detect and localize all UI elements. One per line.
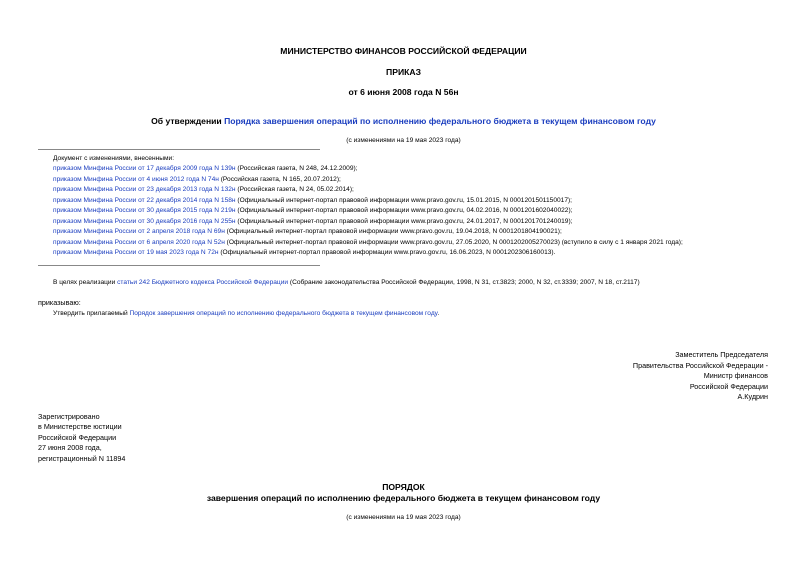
- signature-block: [633, 350, 768, 403]
- change-link[interactable]: приказом Минфина России от 30 декабря 2016 года N 255н: [53, 217, 236, 225]
- change-source: (Официальный интернет-портал правовой информации www.pravo.gov.ru, 19.04.2018, N 0001201804190021);: [224, 228, 562, 235]
- signature-line: Правительства Российской Федерации -: [632, 360, 768, 370]
- preamble-suffix: (Собрание законодательства Российской Федерации, 1998, N 31, ст.3823; 2000, N 32, ст.3339; 2007, N 18, ст.2117): [288, 279, 640, 286]
- document-title-prefix: Об утверждении: [151, 116, 225, 126]
- change-link[interactable]: приказом Минфина России от 19 мая 2023 года N 72н: [53, 249, 219, 256]
- edition-note: (с изменениями на 19 мая 2023 года): [346, 137, 461, 144]
- change-item: [53, 227, 562, 237]
- change-source: (Российская газета, N 165, 20.07.2012);: [218, 175, 341, 183]
- change-source: (Официальный интернет-портал правовой информации www.pravo.gov.ru, 16.06.2023, N 0001202306160013).: [218, 249, 556, 256]
- budget-code-link[interactable]: статьи 242 Бюджетного кодекса Российской Федерации: [117, 279, 289, 286]
- divider-top: [38, 149, 320, 150]
- change-item: [53, 185, 354, 195]
- change-item: [53, 238, 683, 248]
- change-link[interactable]: приказом Минфина России от 4 июня 2012 года N 74н: [53, 175, 219, 183]
- order-text: [53, 310, 439, 317]
- doc-date-number: от 6 июня 2008 года N 56н: [348, 87, 459, 97]
- changes-intro: Документ с изменениями, внесенными:: [53, 155, 175, 162]
- change-link[interactable]: приказом Минфина России от 23 декабря 2013 года N 132н: [53, 186, 236, 193]
- registration-line: Российской Федерации: [38, 432, 117, 442]
- change-link[interactable]: приказом Минфина России от 30 декабря 2015 года N 219н: [53, 207, 236, 214]
- order-word: приказываю:: [38, 298, 81, 307]
- change-item: [53, 196, 572, 206]
- change-item: [53, 164, 358, 174]
- change-link[interactable]: приказом Минфина России от 22 декабря 2014 года N 158н: [53, 196, 236, 204]
- appendix-subtitle: завершения операций по исполнению федерального бюджета в текущем финансовом году: [206, 493, 601, 503]
- change-item: [53, 217, 573, 227]
- appendix-edition-note: (с изменениями на 19 мая 2023 года): [346, 514, 461, 521]
- signature-line: Заместитель Председателя: [675, 350, 768, 359]
- order-suffix: .: [437, 310, 440, 317]
- order-prefix: Утвердить прилагаемый: [53, 310, 130, 317]
- change-item: [53, 175, 341, 185]
- registration-line: Зарегистрировано: [38, 412, 100, 421]
- document-title: [0, 116, 807, 126]
- change-source: (Официальный интернет-портал правовой информации www.pravo.gov.ru, 24.01.2017, N 0001201701240019);: [235, 217, 573, 225]
- preamble-prefix: В целях реализации: [53, 279, 118, 286]
- change-item: [53, 248, 555, 258]
- signature-line: Министр финансов: [703, 371, 768, 381]
- change-item: [53, 206, 573, 216]
- appendix-title: ПОРЯДОК: [382, 482, 425, 492]
- change-source: (Официальный интернет-портал правовой информации www.pravo.gov.ru, 04.02.2016, N 0001201602040022);: [235, 207, 573, 214]
- registration-line: регистрационный N 11894: [38, 453, 126, 463]
- registration-line: в Министерстве юстиции: [38, 422, 122, 432]
- change-link[interactable]: приказом Минфина России от 6 апреля 2020 года N 52н: [53, 238, 225, 246]
- preamble: [53, 279, 640, 286]
- signature-line: Российской Федерации: [689, 381, 768, 391]
- doc-type-heading: ПРИКАЗ: [386, 67, 421, 77]
- change-link[interactable]: приказом Минфина России от 17 декабря 2009 года N 139н: [53, 165, 236, 172]
- divider-bottom: [38, 265, 320, 266]
- registration-line: 27 июня 2008 года,: [38, 443, 102, 453]
- change-source: (Официальный интернет-портал правовой информации www.pravo.gov.ru, 15.01.2015, N 0001201501150017);: [235, 196, 573, 204]
- procedure-link[interactable]: Порядок завершения операций по исполнению федерального бюджета в текущем финансовом году: [129, 310, 438, 317]
- change-link[interactable]: приказом Минфина России от 2 апреля 2018 года N 69н: [53, 228, 225, 235]
- document-title-link[interactable]: Порядка завершения операций по исполнению федерального бюджета в текущем финансовом году: [224, 116, 656, 126]
- change-source: (Российская газета, N 248, 24.12.2009);: [235, 165, 358, 172]
- change-source: (Официальный интернет-портал правовой информации www.pravo.gov.ru, 27.05.2020, N 0001202005270023) (вступило в силу с 1 января 2021 года);: [224, 238, 683, 246]
- ministry-heading: МИНИСТЕРСТВО ФИНАНСОВ РОССИЙСКОЙ ФЕДЕРАЦИИ: [280, 46, 527, 56]
- signature-name: А.Кудрин: [737, 392, 768, 402]
- registration-block: [38, 412, 125, 464]
- change-source: (Российская газета, N 24, 05.02.2014);: [235, 186, 354, 193]
